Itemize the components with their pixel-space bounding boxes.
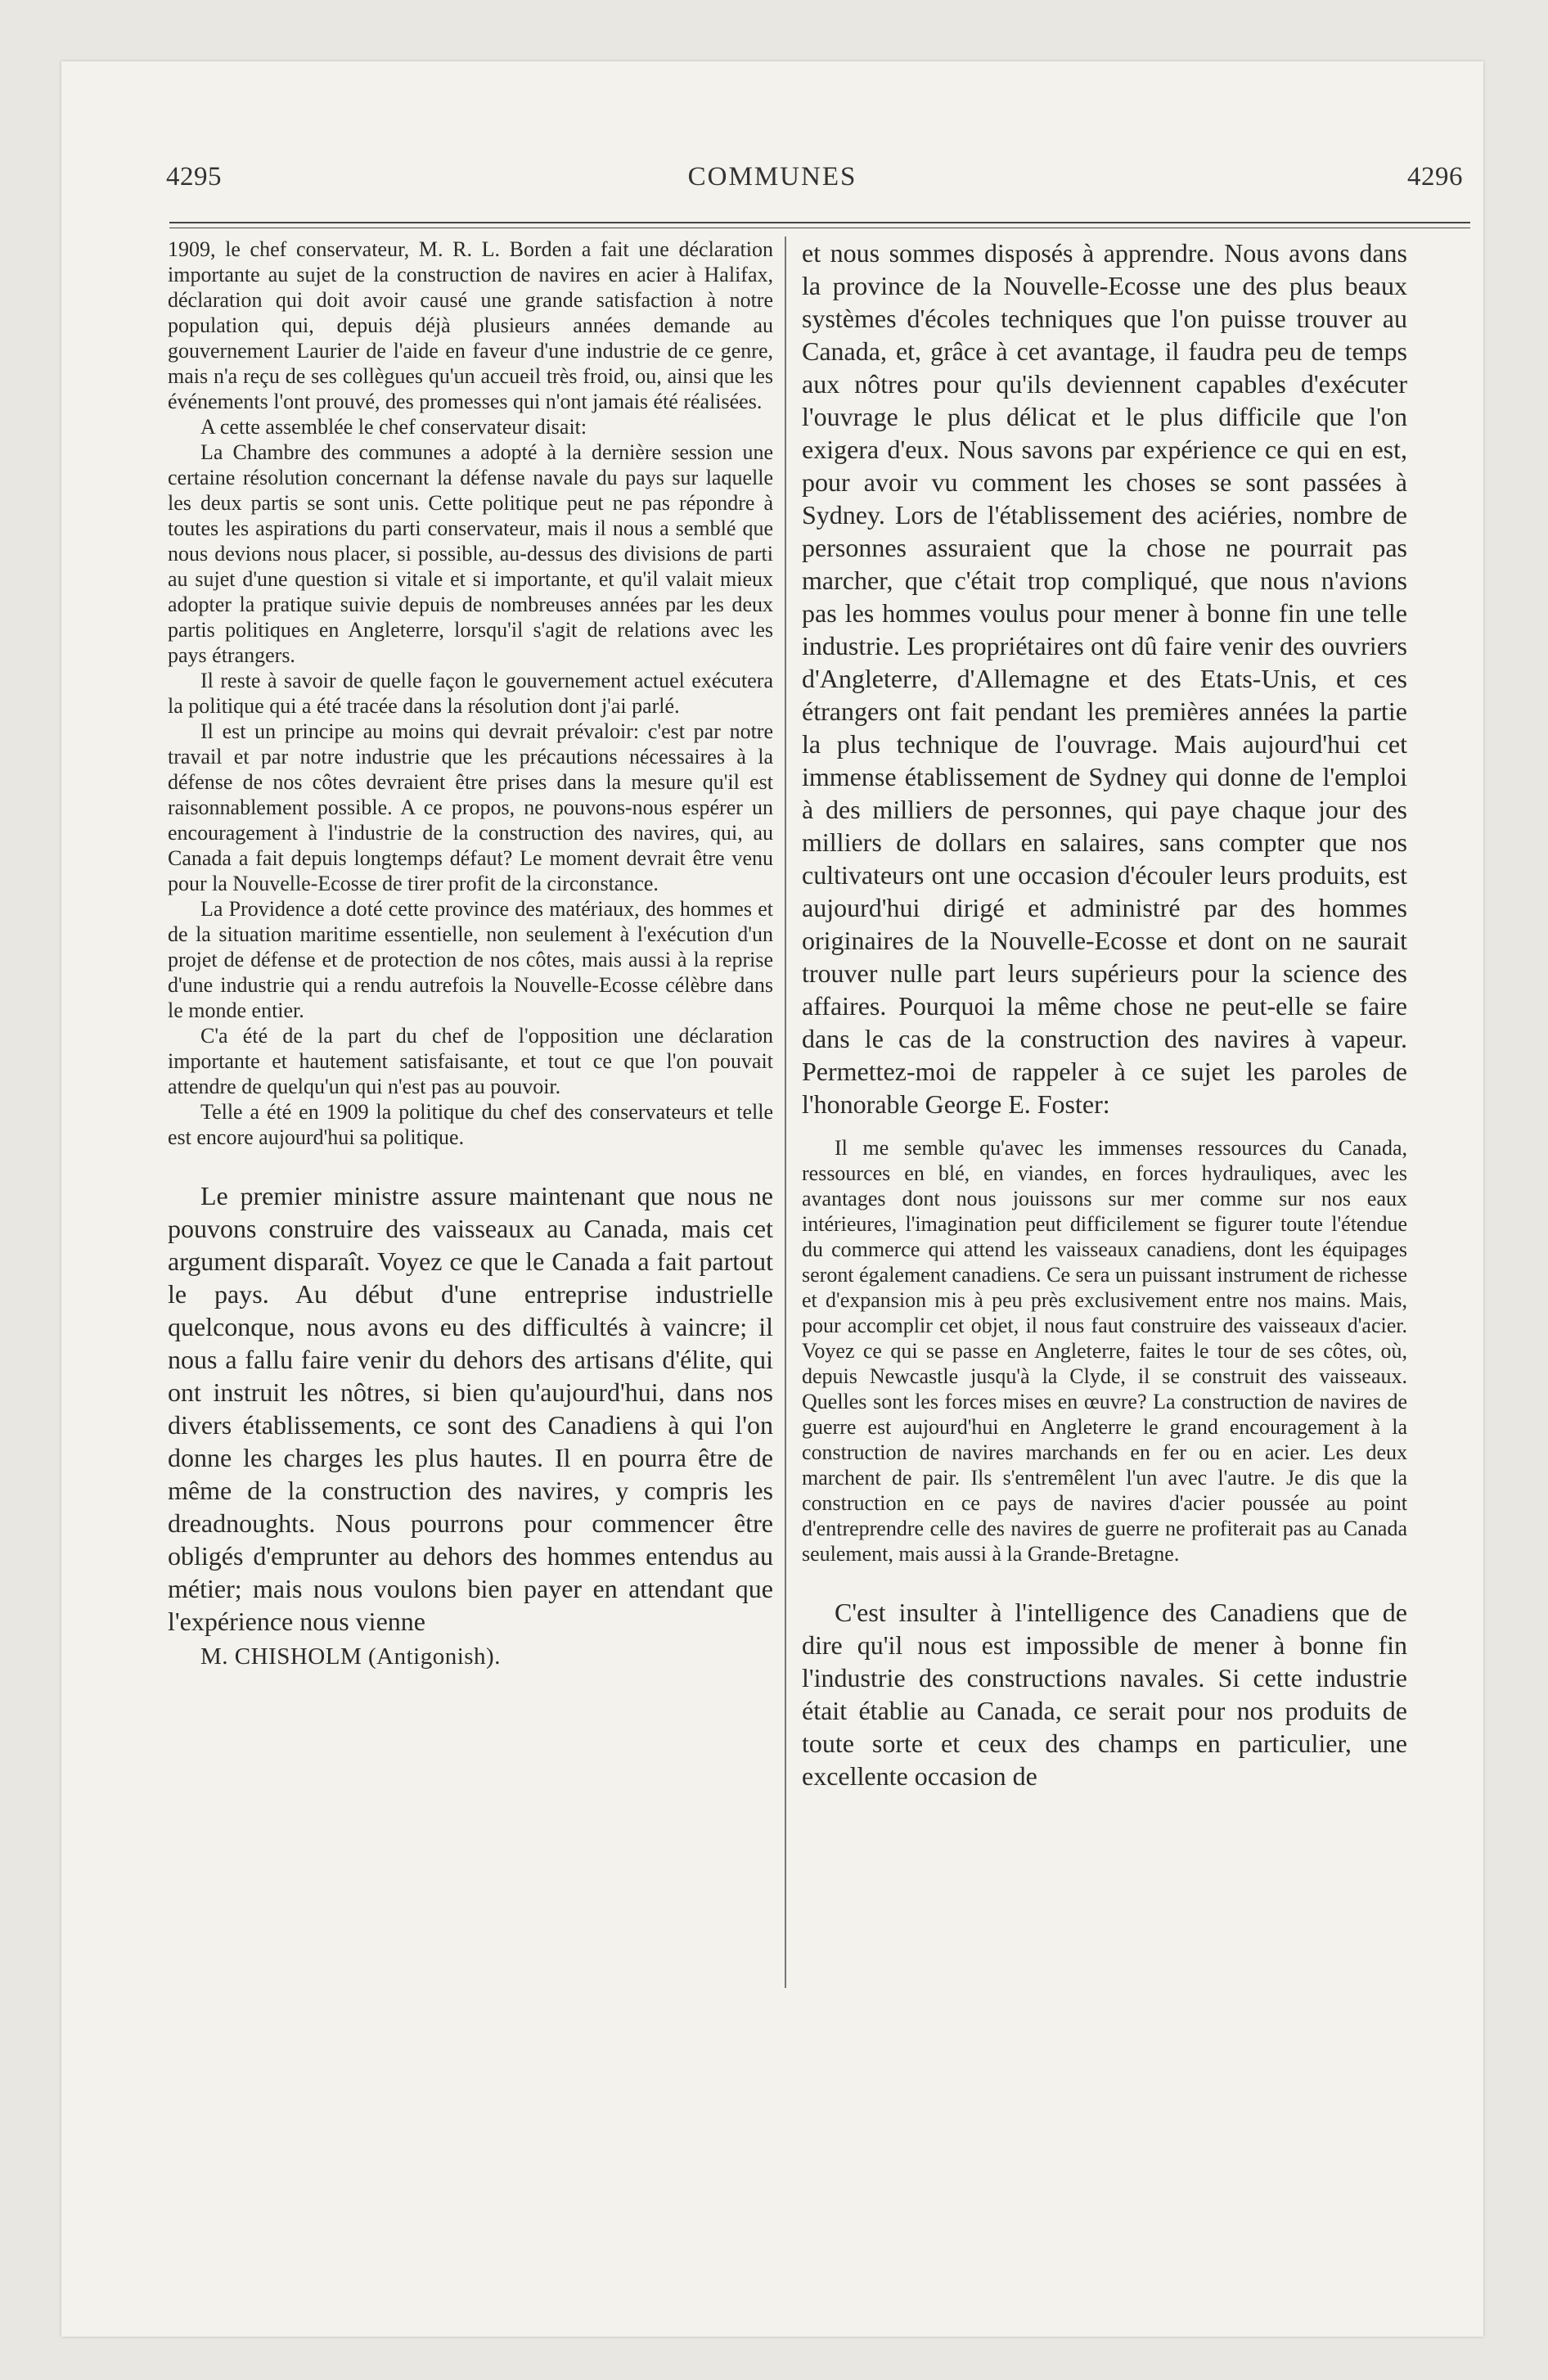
- left-column-paragraph: C'a été de la part du chef de l'opposition une déclaration importante et hautement satisfaisante, et tout ce que l'on pouvait attendre de quelqu'un qui n'est pas au pouvoir.: [168, 1024, 773, 1098]
- left-column-paragraph: La Providence a doté cette province des matériaux, des hommes et de la situation maritime essentielle, non seulement à l'exécution d'un projet de défense et de protection de nos côtes, mais aussi à la reprise d'une industrie qui a rendu autrefois la Nouvelle-Ecosse célèbre dans le monde entier.: [168, 897, 773, 1022]
- left-column-paragraph: Le premier ministre assure maintenant que nous ne pouvons construire des vaisseaux au Canada, mais cet argument disparaît. Voyez ce que le Canada a fait partout le pays. Au début d'une entreprise industrielle quelconque, nous avons eu des difficultés à vaincre; il nous a fallu faire venir du dehors des artisans d'élite, qui ont instruit les nôtres, si bien qu'aujourd'hui, dans nos divers établissements, ce sont des Canadiens à qui l'on donne les charges les plus hautes. Il en pourra être de même de la construction des navires, y compris les dreadnoughts. Nous pourrons pour commencer être obligés d'emprunter au dehors des hommes entendus au métier; mais nous voulons bien payer en attendant que l'expérience nous vienne: [168, 1181, 773, 1636]
- right-column-paragraph: et nous sommes disposés à apprendre. Nous avons dans la province de la Nouvelle-Ecosse une des plus beaux systèmes d'écoles techniques que l'on puisse trouver au Canada, et, grâce à cet avantage, il faudra peu de temps aux nôtres pour qu'ils deviennent capables d'exécuter l'ouvrage le plus délicat et le plus difficile que l'on exigera d'eux. Nous savons par expérience ce qui en est, pour avoir vu comment les choses se sont passées à Sydney. Lors de l'établissement des aciéries, nombre de personnes assuraient que la chose ne pourrait pas marcher, que c'était trop compliqué, que nous n'avions pas les hommes voulus pour mener à bonne fin une telle industrie. Les propriétaires ont dû faire venir des ouvriers d'Angleterre, d'Allemagne et des Etats-Unis, et ces étrangers ont fait pendant les premières années la partie la plus technique de l'ouvrage. Mais aujourd'hui cet immense établissement de Sydney qui donne de l'emploi à des milliers de personnes, qui paye chaque jour des milliers de dollars en salaires, sans compter que nos cultivateurs ont une occasion d'écouler leurs produits, est aujourd'hui dirigé et administré par des hommes originaires de la Nouvelle-Ecosse et dont on ne saurait trouver nulle part leurs supérieurs pour la science des affaires. Pourquoi la même chose ne peut-elle se faire dans le cas de la construction des navires à vapeur. Permettez-moi de rappeler à ce sujet les paroles de l'honorable George E. Foster:: [802, 238, 1407, 1119]
- left-column-paragraph: Il est un principe au moins qui devrait prévaloir: c'est par notre travail et par notre industrie que les précautions nécessaires à la défense de nos côtes devraient être prises dans la mesure qu'il est raisonnablement possible. A ce propos, ne pouvons-nous espérer un encouragement à l'industrie de la construction des navires, qui, au Canada a fait depuis longtemps défaut? Le moment devrait être venu pour la Nouvelle-Ecosse de tirer profit de la circonstance.: [168, 719, 773, 895]
- page-number-left: 4295: [166, 162, 222, 192]
- running-title: COMMUNES: [687, 162, 857, 192]
- left-column-paragraph: 1909, le chef conservateur, M. R. L. Borden a fait une déclaration importante au sujet de la construction de navires en acier à Halifax, déclaration qui doit avoir causé une grande satisfaction à notre population qui, depuis déjà plusieurs années demande au gouvernement Laurier de l'aide en faveur d'une industrie de ce genre, mais n'a reçu de ses collègues qu'un accueil très froid, ou, ainsi que les événements l'ont prouvé, des promesses qui n'ont jamais été réalisées.: [168, 237, 773, 413]
- column-divider: [785, 237, 786, 1988]
- left-column-paragraph: A cette assemblée le chef conservateur disait:: [200, 415, 587, 439]
- page-number-right: 4296: [1407, 162, 1463, 192]
- right-column: [802, 237, 1407, 1792]
- right-column-paragraph: C'est insulter à l'intelligence des Canadiens que de dire qu'il nous est impossible de mener à bonne fin l'industrie des constructions navales. Si cette industrie était établie au Canada, ce serait pour nos produits de toute sorte et ceux des champs en particulier, une excellente occasion de: [802, 1598, 1407, 1791]
- left-column-paragraph: La Chambre des communes a adopté à la dernière session une certaine résolution concernant la défense navale du pays sur laquelle les deux partis se sont unis. Cette politique peut ne pas répondre à toutes les aspirations du parti conservateur, mais il nous a semblé que nous devions nous placer, si possible, au-dessus des divisions de parti au sujet d'une question si vitale et si importante, et qu'il valait mieux adopter la pratique suivie depuis de nombreuses années par les deux partis politiques en Angleterre, lorsqu'il s'agit de relations avec les pays étrangers.: [168, 440, 773, 667]
- header-rule-top: [169, 222, 1470, 223]
- speaker-name: M. CHISHOLM (Antigonish).: [200, 1643, 501, 1670]
- left-column-paragraph: Telle a été en 1909 la politique du chef des conservateurs et telle est encore aujourd'hui sa politique.: [168, 1100, 773, 1149]
- right-column-paragraph: Il me semble qu'avec les immenses ressources du Canada, ressources en blé, en viandes, en forces hydrauliques, avec les avantages dont nous jouissons sur mer comme sur nos eaux intérieures, l'imagination peut difficilement se figurer toute l'étendue du commerce qui attend les vaisseaux canadiens, dont les équipages seront également canadiens. Ce sera un puissant instrument de richesse et d'expansion mis à peu près exclusivement entre nos mains. Mais, pour accomplir cet objet, il nous faut construire des vaisseaux d'acier. Voyez ce qui se passe en Angleterre, faites le tour de ses côtes, où, depuis Newcastle jusqu'à la Clyde, il se construit des vaisseaux. Quelles sont les forces mises en œuvre? La construction de navires de guerre est aujourd'hui en Angleterre le grand encouragement à la construction de navires marchands en fer ou en acier. Les deux marchent de pair. Ils s'entremêlent l'un avec l'autre. Je dis que la construction en ce pays de navires d'acier poussée au point d'entreprendre celle des navires de guerre ne profiterait pas au Canada seulement, mais aussi à la Grande-Bretagne.: [802, 1136, 1407, 1566]
- left-column-paragraph: Il reste à savoir de quelle façon le gouvernement actuel exécutera la politique qui a été tracée dans la résolution dont j'ai parlé.: [168, 669, 773, 718]
- hansard-page: [61, 61, 1483, 2337]
- left-column: [168, 237, 773, 1672]
